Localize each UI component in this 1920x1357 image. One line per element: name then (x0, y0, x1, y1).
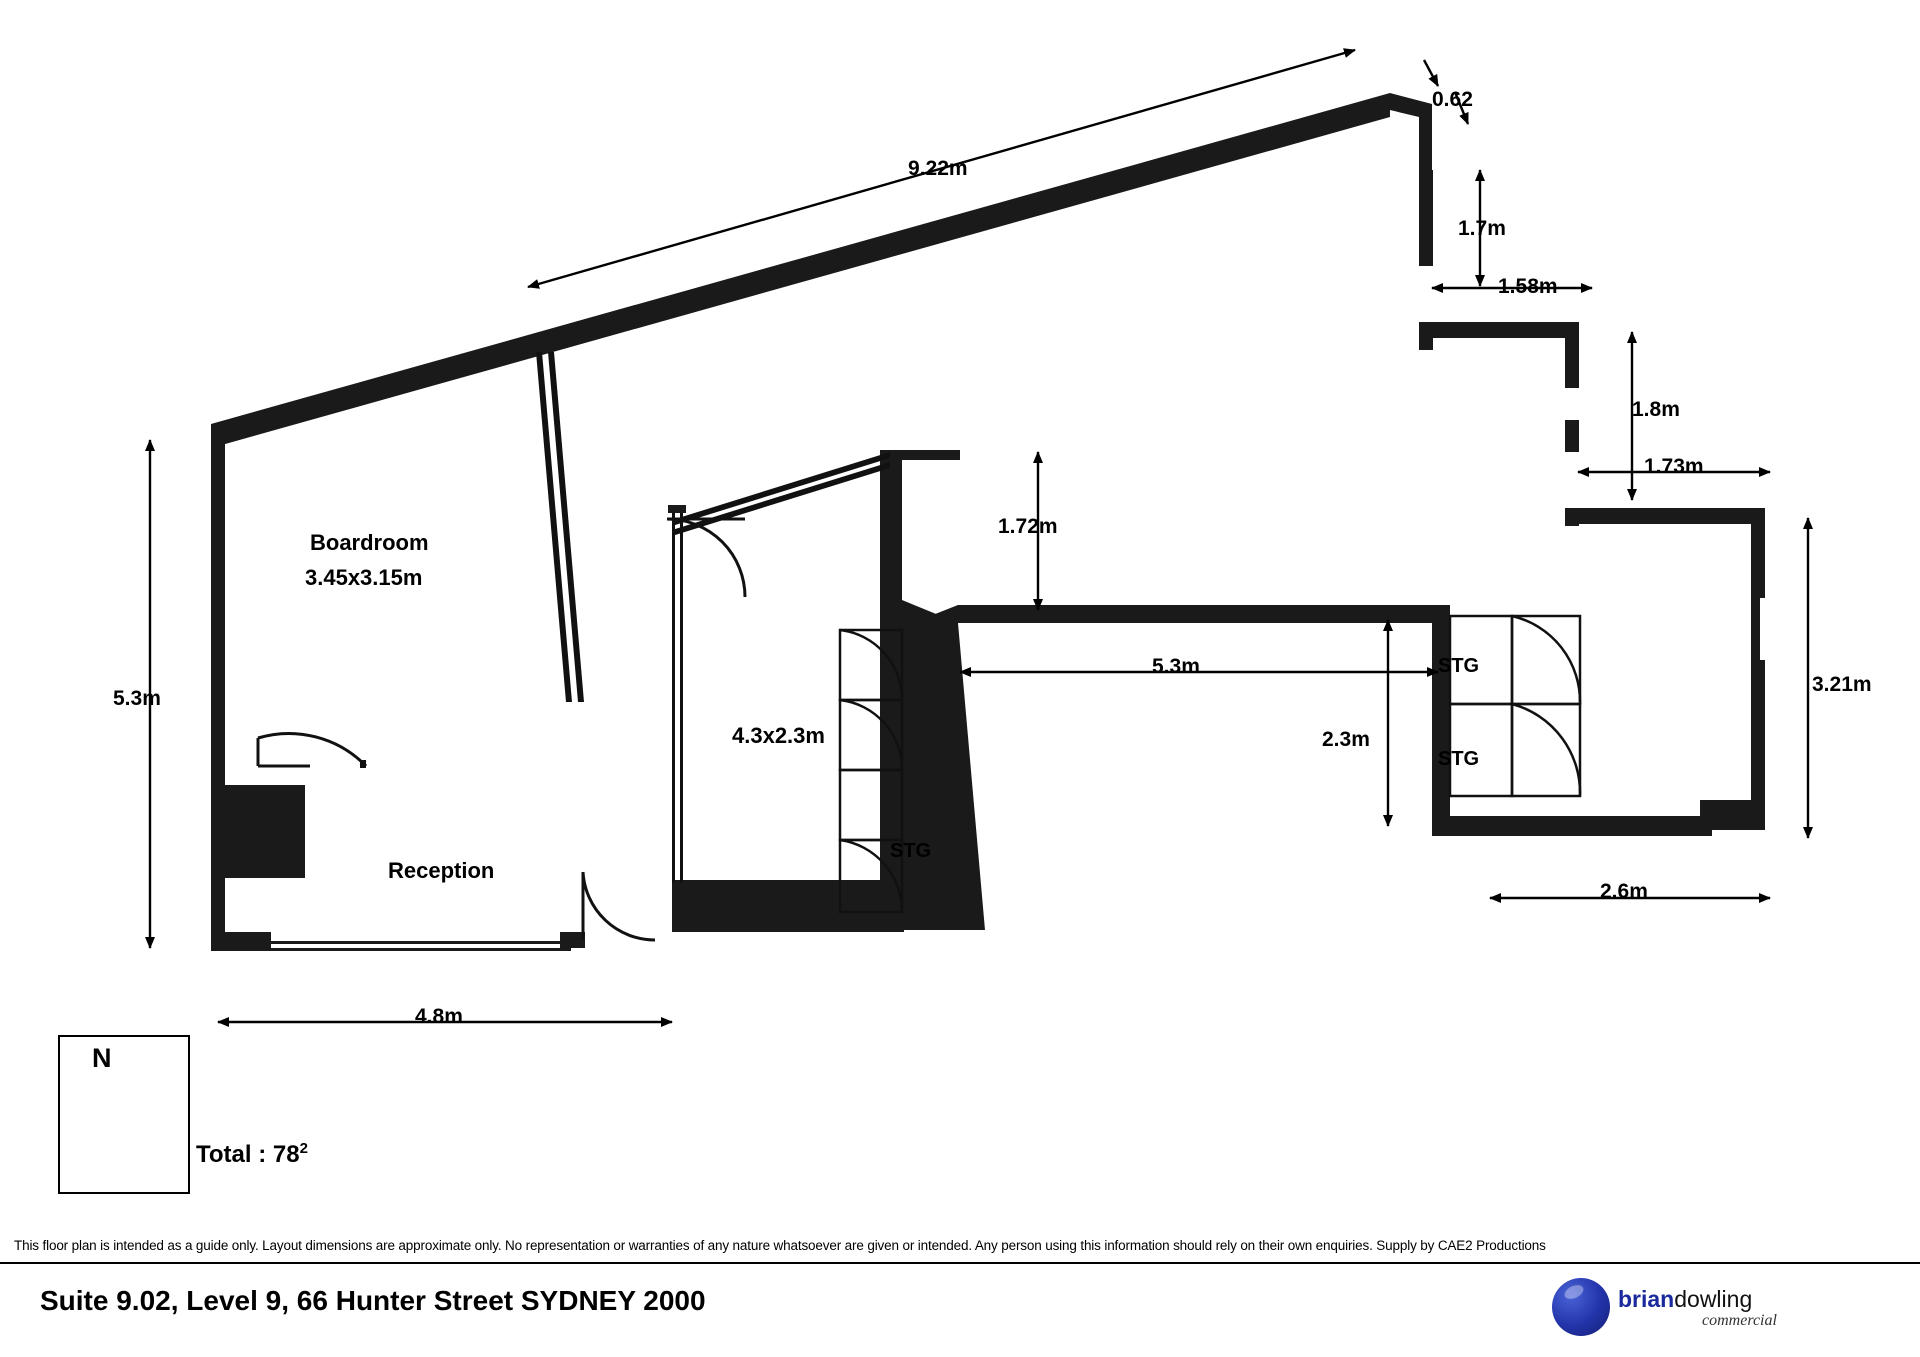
dimension-1-8m: 1.8m (1632, 398, 1680, 421)
dimension-1-73m: 1.73m (1644, 455, 1704, 478)
office-walls (668, 450, 985, 932)
north-label: N (92, 1043, 112, 1073)
reception-label: Reception (388, 858, 495, 883)
storage-label-right-top: STG (1438, 655, 1480, 677)
property-address-title: Suite 9.02, Level 9, 66 Hunter Street SYDNEY 2000 (40, 1285, 706, 1316)
storage-label-office: STG (890, 840, 932, 862)
dimension-5-3m-middle: 5.3m (1152, 655, 1200, 678)
dimension-1-72m: 1.72m (998, 515, 1058, 538)
logo-name-light: dowling (1674, 1286, 1753, 1312)
wall-outline (211, 93, 1765, 951)
compass-box (58, 1035, 190, 1194)
dimension-9-22m: 9.22m (908, 157, 968, 180)
total-area-superscript: 2 (299, 1140, 308, 1157)
boardroom-size-label: 3.45x3.15m (305, 565, 423, 590)
logo-name (1618, 1286, 1752, 1313)
total-area-value: Total : 78 (196, 1141, 300, 1168)
boardroom-door-wall (225, 785, 305, 878)
storage-label-right-bottom: STG (1438, 748, 1480, 770)
dimension-1-58m: 1.58m (1498, 275, 1558, 298)
footer-divider (0, 1262, 1920, 1264)
disclaimer-text: This floor plan is intended as a guide only. Layout dimensions are approximate only. No representation or warranties of any nature whatsoever are given or intended. Any person using this information should rely on their own enquiries. Supply by CAE2 Productions (14, 1238, 1546, 1253)
logo-name-bold: brian (1618, 1286, 1675, 1312)
dimension-2-3m: 2.3m (1322, 728, 1370, 751)
dimension-5-3m-left: 5.3m (113, 687, 161, 710)
dimension-4-8m: 4.8m (415, 1005, 463, 1028)
logo-sphere-icon (1552, 1278, 1610, 1336)
brand-logo (1552, 1272, 1902, 1342)
dimension-3-21m: 3.21m (1812, 673, 1872, 696)
dimension-0-62: 0.62 (1432, 88, 1473, 111)
boardroom-partition (360, 352, 584, 768)
total-area-label (196, 1140, 308, 1169)
dimension-2-6m: 2.6m (1600, 880, 1648, 903)
boardroom-label: Boardroom (310, 530, 429, 555)
logo-tagline: commercial (1702, 1312, 1777, 1329)
dimension-1-7m: 1.7m (1458, 217, 1506, 240)
office-size-label: 4.3x2.3m (732, 723, 825, 748)
